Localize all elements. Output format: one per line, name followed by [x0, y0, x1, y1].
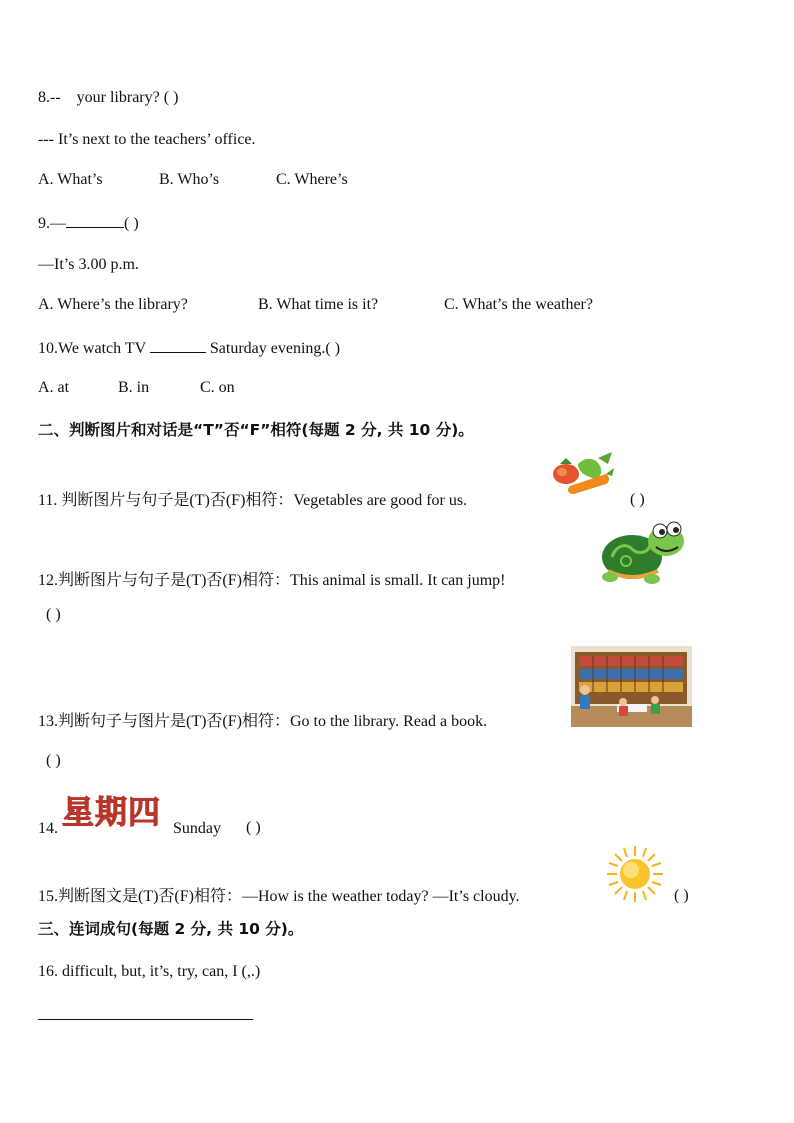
q9-option-c[interactable]: C. What’s the weather? [444, 296, 593, 313]
q14-number: 14. [38, 820, 58, 837]
q15-text: 15.判断图文是(T)否(F)相符：—How is the weather today? —It’s cloudy. [38, 888, 520, 905]
q10-question [38, 338, 340, 359]
q10-stem-start: 10.We watch TV [38, 340, 146, 357]
q9-answer-paren[interactable]: ( ) [124, 215, 139, 232]
q16-text: 16. difficult, but, it’s, try, can, I (,.) [38, 963, 261, 980]
q14-answer-paren[interactable]: ( ) [246, 819, 261, 836]
q10-stem-end: Saturday evening. [209, 340, 326, 357]
q16-answer-line[interactable] [38, 1019, 253, 1020]
q15-answer-paren[interactable]: ( ) [674, 887, 689, 904]
section2-heading: 二、判断图片和对话是“T”否“F”相符(每题 2 分, 共 10 分)。 [38, 421, 474, 439]
q9-number: 9.— [38, 215, 66, 232]
library-icon [571, 646, 692, 727]
q9-option-a[interactable]: A. Where’s the library? [38, 296, 188, 313]
q8-option-c[interactable]: C. Where’s [276, 171, 348, 188]
thursday-image: 星期四 [62, 793, 162, 831]
q10-answer-paren[interactable]: ( ) [325, 340, 341, 357]
q10-option-b[interactable]: B. in [118, 379, 150, 396]
q10-option-a[interactable]: A. at [38, 379, 70, 396]
q8-response: --- It’s next to the teachers’ office. [38, 131, 256, 148]
q9-blank[interactable] [66, 213, 124, 228]
q9-option-b[interactable]: B. What time is it? [258, 296, 379, 313]
q10-blank[interactable] [150, 338, 206, 353]
q8-stem: your library? [76, 89, 160, 106]
q8-option-a[interactable]: A. What’s [38, 171, 103, 188]
q9-response: —It’s 3.00 p.m. [38, 256, 139, 273]
q14-text: Sunday [173, 820, 221, 837]
section3-heading: 三、连词成句(每题 2 分, 共 10 分)。 [38, 920, 304, 938]
q10-option-c[interactable]: C. on [200, 379, 235, 396]
q8-option-b[interactable]: B. Who’s [159, 171, 220, 188]
q11-text: 11. 判断图片与句子是(T)否(F)相符：Vegetables are good for us. [38, 492, 468, 509]
vegetables-icon [548, 452, 618, 504]
q12-answer-paren[interactable]: ( ) [46, 606, 61, 623]
q11-answer-paren[interactable]: ( ) [630, 491, 645, 508]
q12-text: 12.判断图片与句子是(T)否(F)相符：This animal is small. It can jump! [38, 572, 506, 589]
q9-question [38, 213, 139, 234]
q13-text: 13.判断句子与图片是(T)否(F)相符：Go to the library. Read a book. [38, 713, 488, 730]
sun-icon [606, 845, 664, 903]
q8-answer-paren[interactable]: ( ) [163, 89, 179, 106]
q8-question [38, 88, 178, 108]
q8-number: 8.-- [38, 89, 61, 106]
q13-answer-paren[interactable]: ( ) [46, 752, 61, 769]
turtle-icon [596, 515, 690, 587]
